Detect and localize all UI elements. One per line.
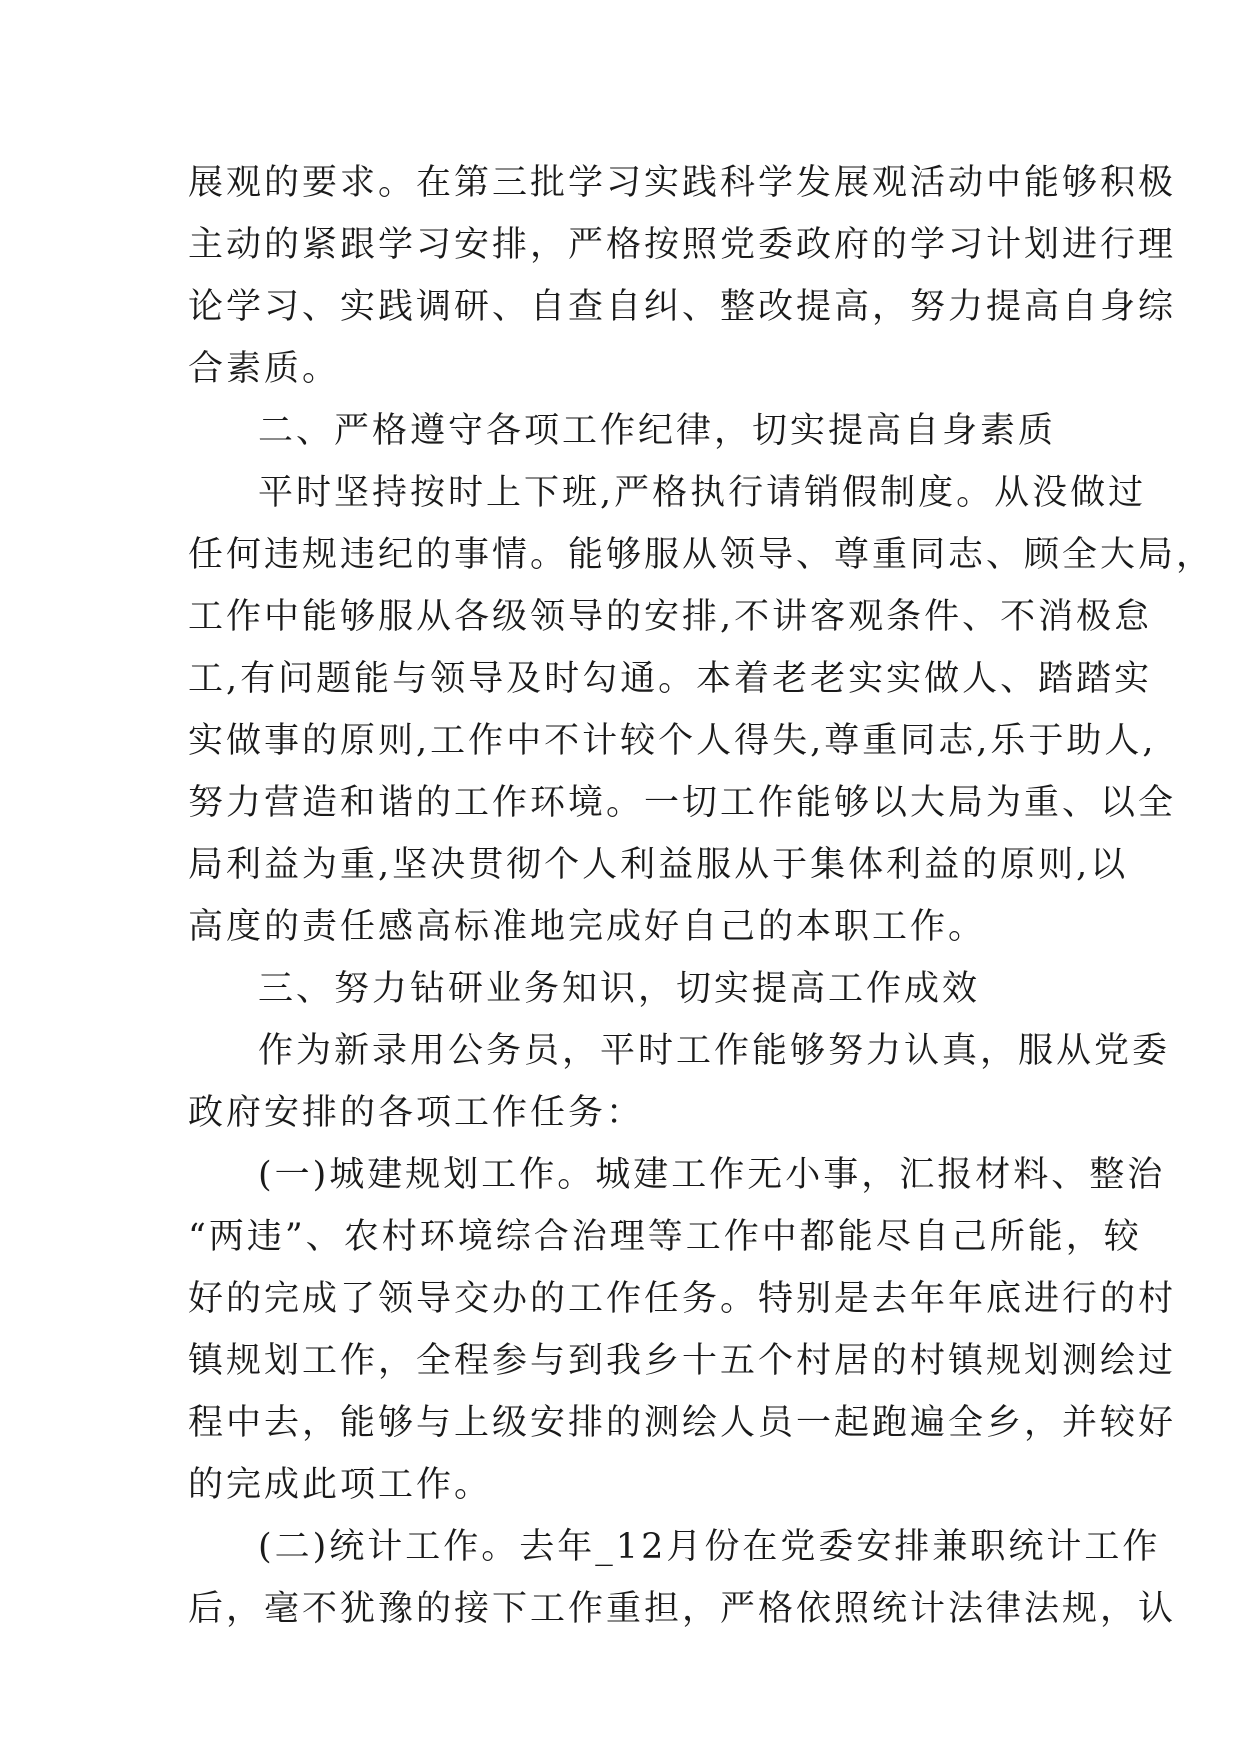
text-line: 作为新录用公务员，平时工作能够努力认真，服从党委 (258, 1031, 1171, 1071)
text-line: 合素质。 (188, 349, 341, 389)
text-line: 任何违规违纪的事情。能够服从领导、尊重同志、顾全大局， (188, 535, 1215, 575)
text-line: 论学习、实践调研、自查自纠、整改提高，努力提高自身综 (188, 287, 1177, 327)
text-line: 好的完成了领导交办的工作任务。特别是去年年底进行的村 (188, 1279, 1177, 1319)
text-line: 三、努力钻研业务知识，切实提高工作成效 (258, 969, 981, 1009)
text-line: 高度的责任感高标准地完成好自己的本职工作。 (188, 907, 987, 947)
text-line: 的完成此项工作。 (188, 1465, 493, 1505)
text-line: 工,有问题能与领导及时勾通。本着老老实实做人、踏踏实 (188, 659, 1153, 699)
text-line: (二)统计工作。去年_12月份在党委安排兼职统计工作 (258, 1527, 1161, 1567)
text-line: 工作中能够服从各级领导的安排,不讲客观条件、不消极怠 (188, 597, 1153, 637)
text-line: 政府安排的各项工作任务： (188, 1093, 645, 1133)
text-line: 局利益为重,坚决贯彻个人利益服从于集体利益的原则,以 (188, 845, 1129, 885)
text-line: 展观的要求。在第三批学习实践科学发展观活动中能够积极 (188, 163, 1177, 203)
text-line: (一)城建规划工作。城建工作无小事，汇报材料、整治 (258, 1155, 1166, 1195)
text-line: 实做事的原则,工作中不计较个人得失,尊重同志,乐于助人, (188, 721, 1157, 761)
body-text (188, 152, 1215, 1640)
text-line: 镇规划工作，全程参与到我乡十五个村居的村镇规划测绘过 (188, 1341, 1177, 1381)
text-line: 主动的紧跟学习安排，严格按照党委政府的学习计划进行理 (188, 225, 1177, 265)
text-line: 努力营造和谐的工作环境。一切工作能够以大局为重、以全 (188, 783, 1177, 823)
text-line: 平时坚持按时上下班,严格执行请销假制度。从没做过 (258, 473, 1147, 513)
text-line: 程中去，能够与上级安排的测绘人员一起跑遍全乡，并较好 (188, 1403, 1177, 1443)
text-line: 二、严格遵守各项工作纪律，切实提高自身素质 (258, 411, 1057, 451)
text-line: “两违”、农村环境综合治理等工作中都能尽自己所能，较 (188, 1217, 1142, 1257)
text-line: 后，毫不犹豫的接下工作重担，严格依照统计法律法规，认 (188, 1589, 1177, 1629)
